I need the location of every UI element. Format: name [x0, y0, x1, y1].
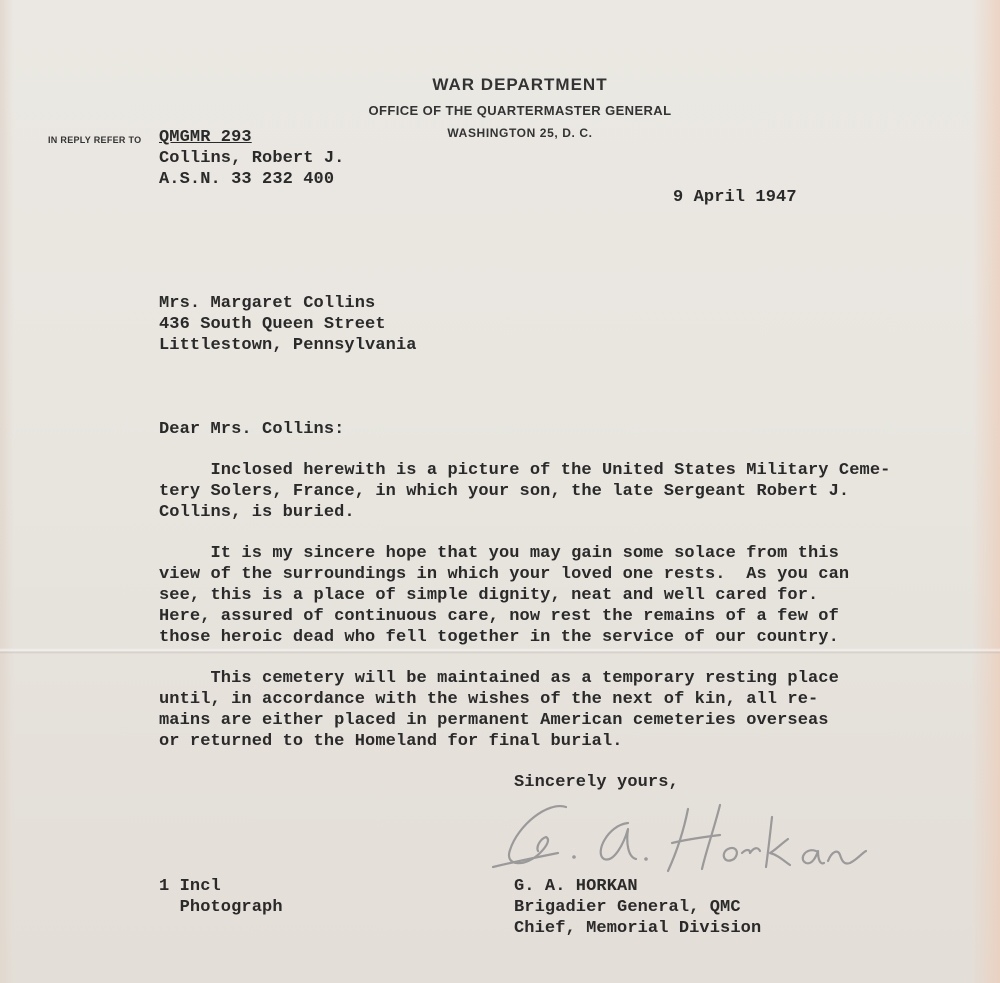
paper-fold-line — [0, 648, 1000, 654]
reference-asn: A.S.N. 33 232 400 — [159, 170, 335, 189]
body-p3-line: until, in accordance with the wishes of the next of kin, all re- — [159, 690, 819, 709]
letterhead-city: WASHINGTON 25, D. C. — [447, 126, 593, 140]
body-p2-line: view of the surroundings in which your loved one rests. As you can — [159, 565, 850, 584]
body-p2-line: see, this is a place of simple dignity, neat and well cared for. — [159, 586, 819, 605]
signer-name: G. A. HORKAN — [514, 877, 638, 896]
body-p3-line: This cemetery will be maintained as a temporary resting place — [159, 669, 839, 688]
body-p2-line: those heroic dead who fell together in the service of our country. — [159, 628, 839, 647]
body-p1-line: Collins, is buried. — [159, 503, 355, 522]
body-p3-line: mains are either placed in permanent American cemeteries overseas — [159, 711, 829, 730]
body-p2-line: Here, assured of continuous care, now rest the remains of a few of — [159, 607, 839, 626]
body-p1-line: Inclosed herewith is a picture of the United States Military Ceme- — [159, 461, 891, 480]
refer-label: IN REPLY REFER TO — [48, 135, 142, 145]
letter-date: 9 April 1947 — [673, 188, 797, 207]
handwritten-signature — [488, 795, 878, 885]
body-p1-line: tery Solers, France, in which your son, the late Sergeant Robert J. — [159, 482, 850, 501]
paper-edge-right — [972, 0, 1000, 983]
letterhead-title: WAR DEPARTMENT — [432, 75, 608, 94]
salutation: Dear Mrs. Collins: — [159, 420, 345, 439]
recipient-street: 436 South Queen Street — [159, 315, 386, 334]
enclosure-item: Photograph — [159, 898, 283, 917]
signer-rank: Brigadier General, QMC — [514, 898, 741, 917]
enclosure-count: 1 Incl — [159, 877, 221, 896]
letterhead-office: OFFICE OF THE QUARTERMASTER GENERAL — [368, 103, 672, 118]
recipient-name: Mrs. Margaret Collins — [159, 294, 376, 313]
recipient-city: Littlestown, Pennsylvania — [159, 336, 417, 355]
paper-edge-left — [0, 0, 14, 983]
body-p2-line: It is my sincere hope that you may gain some solace from this — [159, 544, 839, 563]
reference-code: QMGMR 293 — [159, 128, 252, 147]
reference-name: Collins, Robert J. — [159, 149, 345, 168]
closing: Sincerely yours, — [514, 773, 679, 792]
body-p3-line: or returned to the Homeland for final burial. — [159, 732, 623, 751]
signer-title: Chief, Memorial Division — [514, 919, 762, 938]
